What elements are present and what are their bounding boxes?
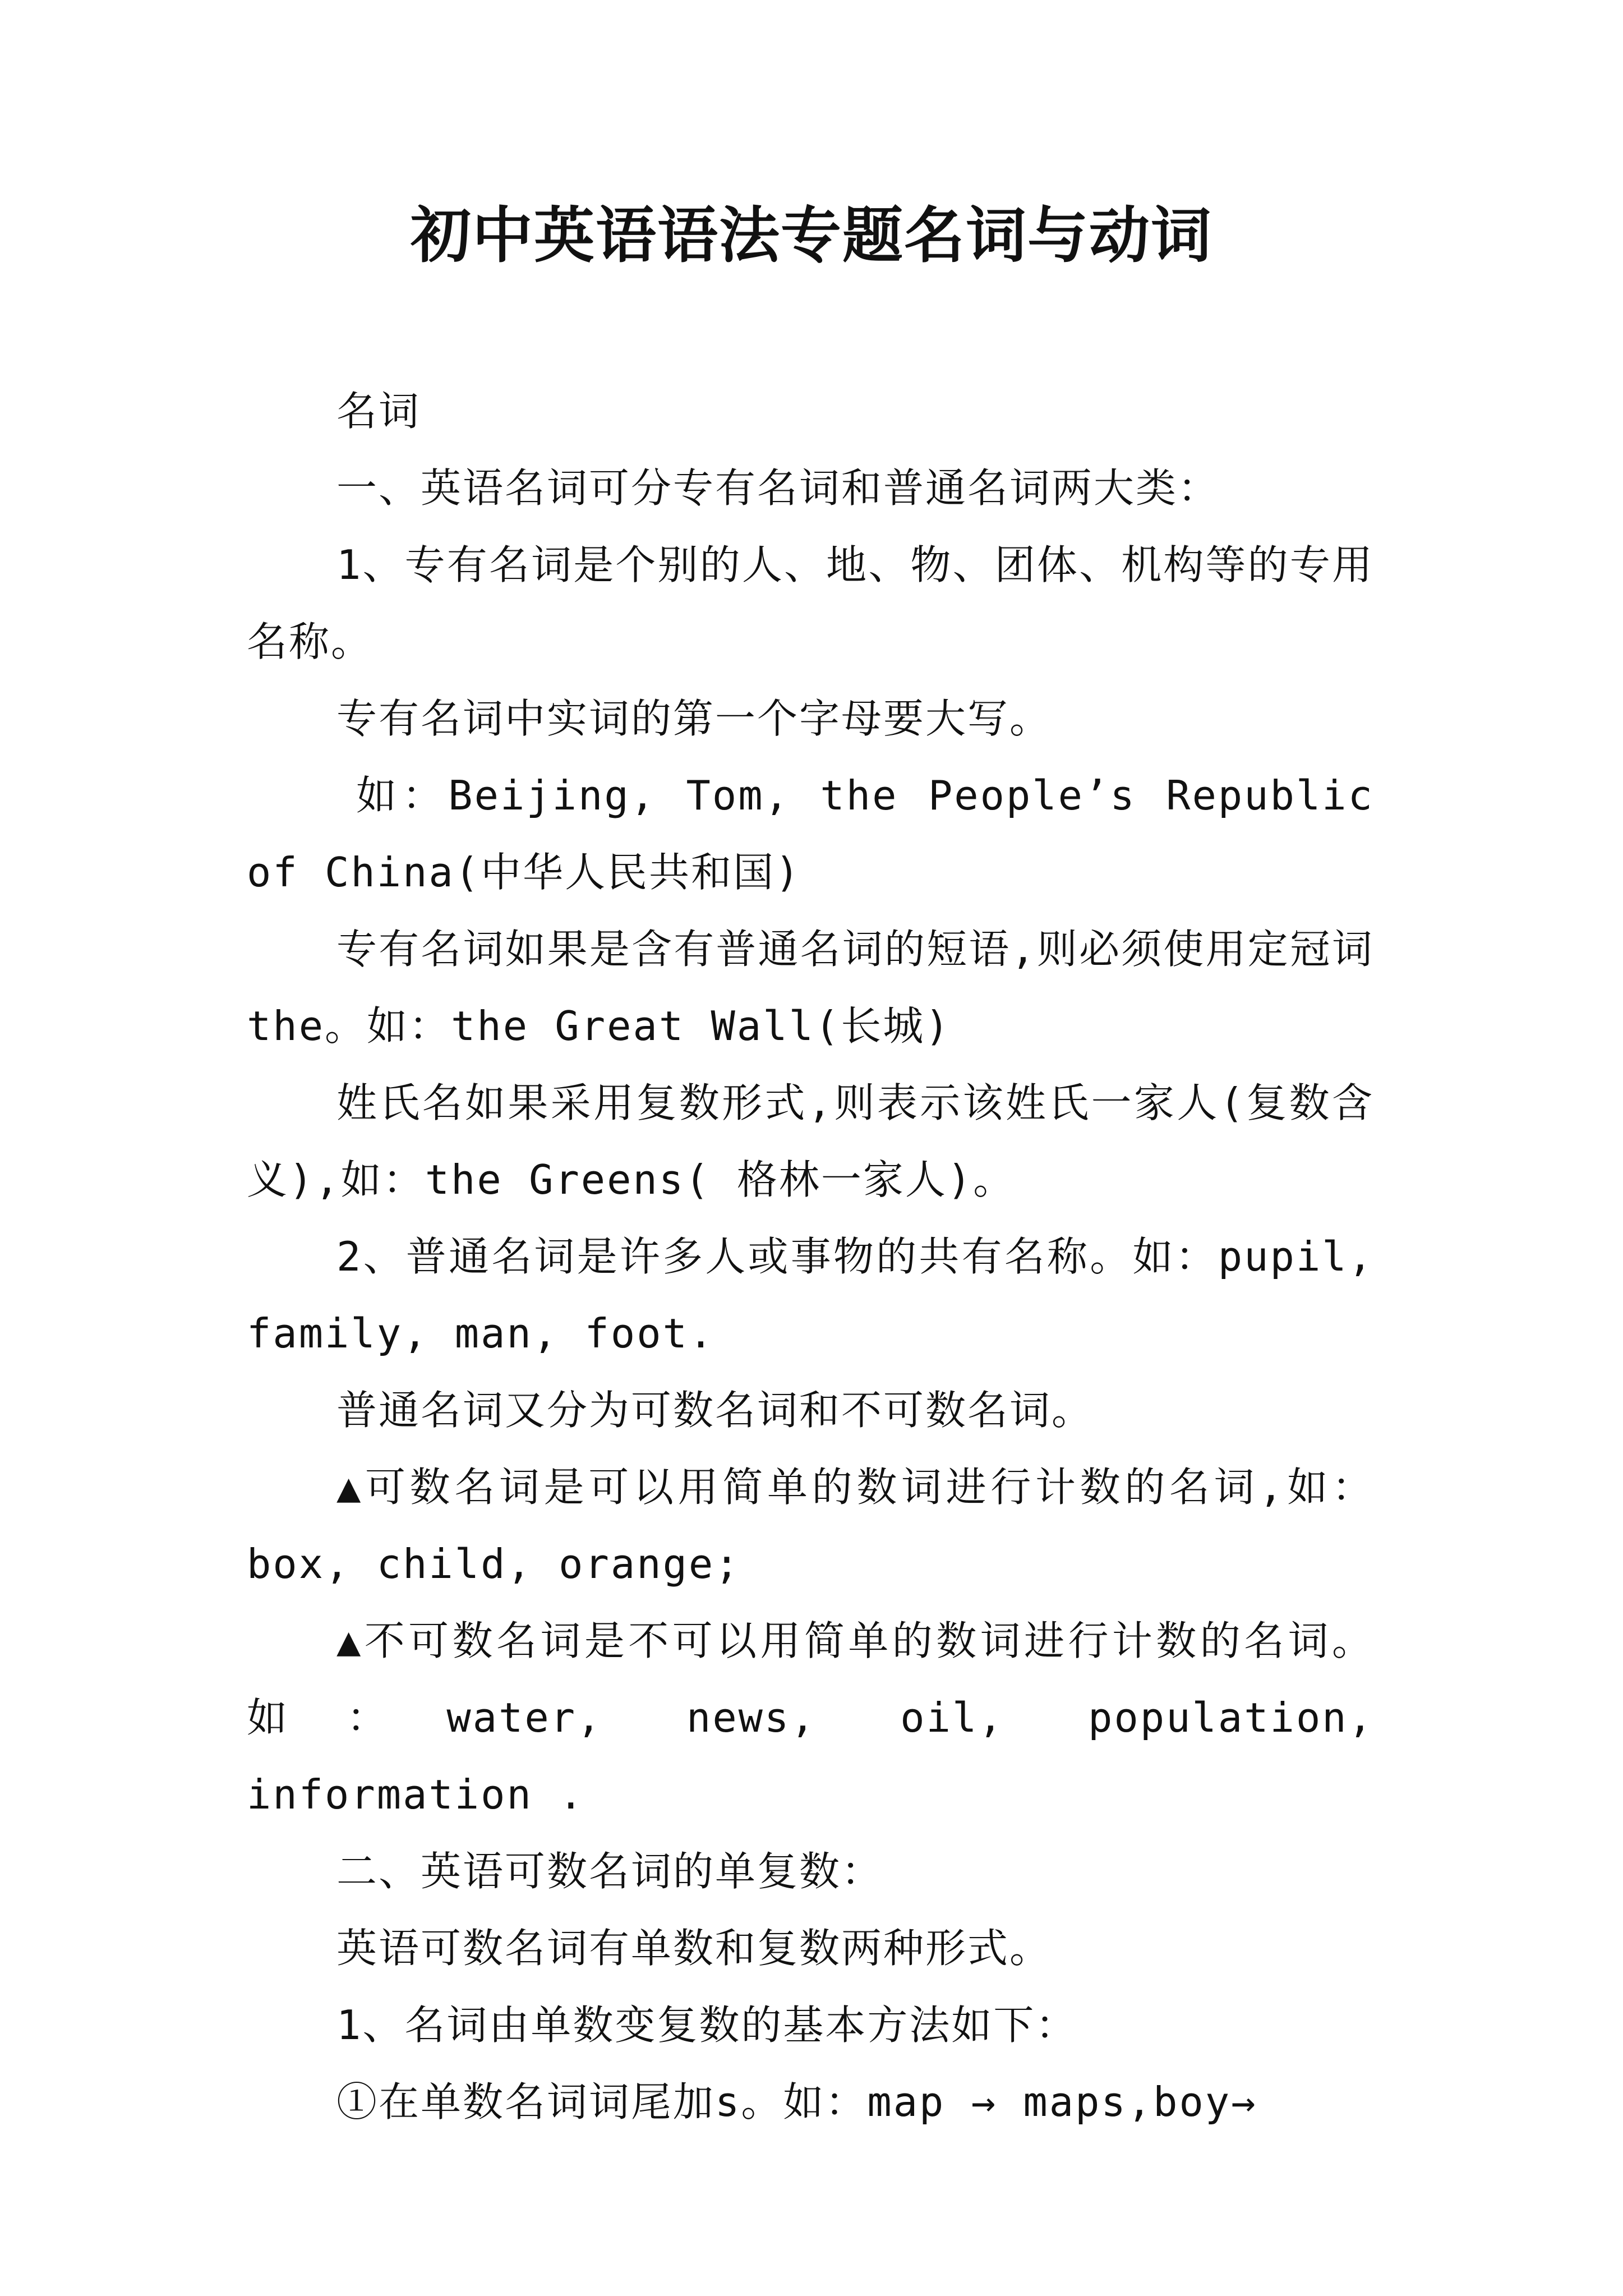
paragraph: 一、英语名词可分专有名词和普通名词两大类： xyxy=(336,464,1220,512)
paragraph: 如：Beijing, Tom, the People’s Republic of China(中华人民共和国) xyxy=(247,772,1374,896)
section-heading-nouns: 名词 xyxy=(336,388,421,435)
document-title: 初中英语语法专题名词与动词 xyxy=(410,200,1212,271)
paragraph: 专有名词中实词的第一个字母要大写。 xyxy=(336,695,1052,742)
paragraph: 2、普通名词是许多人或事物的共有名称。如：pupil, family, man, foot. xyxy=(247,1233,1374,1357)
paragraph: ①在单数名词词尾加s。如：map → maps,boy→ xyxy=(336,2078,1257,2125)
paragraph: 普通名词又分为可数名词和不可数名词。 xyxy=(336,1387,1094,1434)
paragraph: ▲不可数名词是不可以用简单的数词进行计数的名词。如：water, news, oil, population, information . xyxy=(247,1617,1374,1818)
paragraph: 英语可数名词有单数和复数两种形式。 xyxy=(336,1925,1052,1972)
paragraph: 姓氏名如果采用复数形式,则表示该姓氏一家人(复数含义),如：the Greens( 格林一家人)。 xyxy=(247,1079,1374,1203)
document-body xyxy=(247,373,1374,2141)
paragraph: 专有名词如果是含有普通名词的短语,则必须使用定冠词the。如：the Great Wall(长城) xyxy=(247,926,1374,1050)
paragraph: 1、专有名词是个别的人、地、物、团体、机构等的专用名称。 xyxy=(247,541,1374,665)
paragraph: 二、英语可数名词的单复数： xyxy=(336,1848,884,1895)
paragraph: ▲可数名词是可以用简单的数词进行计数的名词,如：box, child, orange; xyxy=(247,1464,1374,1588)
paragraph: 1、名词由单数变复数的基本方法如下： xyxy=(336,2001,1078,2049)
